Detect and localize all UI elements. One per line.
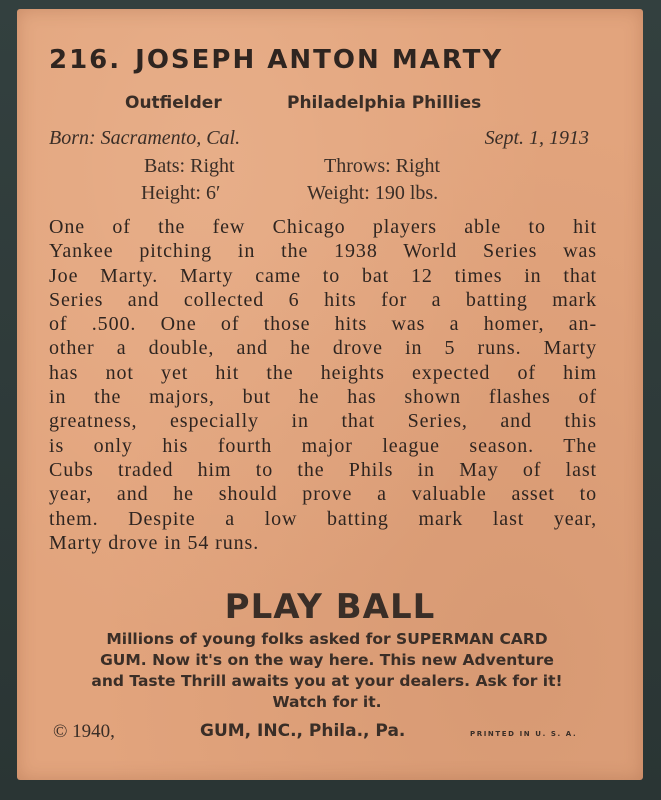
bio-line: Cubs traded him to the Phils in May of last (49, 458, 597, 481)
promo-line: and Taste Thrill awaits you at your dealers. Ask for it! (91, 672, 563, 690)
bio-line: in the majors, but he has shown flashes of (49, 386, 597, 409)
birth-info (49, 127, 589, 150)
birth-date: Sept. 1, 1913 (484, 127, 589, 149)
bats-stat: Bats: Right (144, 155, 235, 177)
bio-line: Marty drove in 54 runs. (49, 531, 260, 554)
printed-in-usa: PRINTED IN U. S. A. (470, 730, 578, 738)
promo-line: Watch for it. (272, 693, 382, 711)
bio-line: One of the few Chicago players able to hit (49, 216, 597, 238)
bio-line: them. Despite a low batting mark last year, (49, 507, 597, 530)
weight-stat: Weight: 190 lbs. (307, 182, 439, 204)
birth-place: Born: Sacramento, Cal. (49, 127, 241, 149)
bio-line: other a double, and he drove in 5 runs. Marty (49, 337, 597, 360)
card-number: 216. (49, 45, 122, 75)
bio-line: Series and collected 6 hits for a batting mark (49, 288, 597, 311)
copyright-notice: © 1940, (53, 721, 115, 742)
promo-text (47, 629, 607, 713)
bio-line: Joe Marty. Marty came to bat 12 times in that (49, 264, 597, 287)
card-title (49, 45, 503, 75)
play-ball-heading: PLAY BALL (224, 587, 436, 627)
player-team: Philadelphia Phillies (287, 93, 482, 113)
bio-line: is only his fourth major league season. The (49, 434, 597, 457)
promo-line: Millions of young folks asked for SUPERMAN CARD (106, 630, 548, 648)
height-stat: Height: 6′ (141, 182, 221, 204)
manufacturer: GUM, INC., Phila., Pa. (200, 721, 406, 741)
bio-line: year, and he should prove a valuable asset to (49, 483, 597, 506)
bio-line: Yankee pitching in the 1938 World Series was (49, 240, 597, 263)
throws-stat: Throws: Right (324, 155, 441, 177)
player-name: JOSEPH ANTON MARTY (135, 45, 504, 75)
bio-line: greatness, especially in that Series, and this (49, 410, 597, 433)
bio-line: has not yet hit the heights expected of him (49, 361, 597, 384)
player-biography (49, 215, 597, 555)
player-position: Outfielder (125, 93, 222, 113)
promo-line: GUM. Now it's on the way here. This new Adventure (100, 651, 554, 669)
bio-line: of .500. One of those hits was a homer, an- (49, 313, 597, 336)
baseball-card-back (17, 9, 643, 780)
card-footer (17, 721, 643, 747)
